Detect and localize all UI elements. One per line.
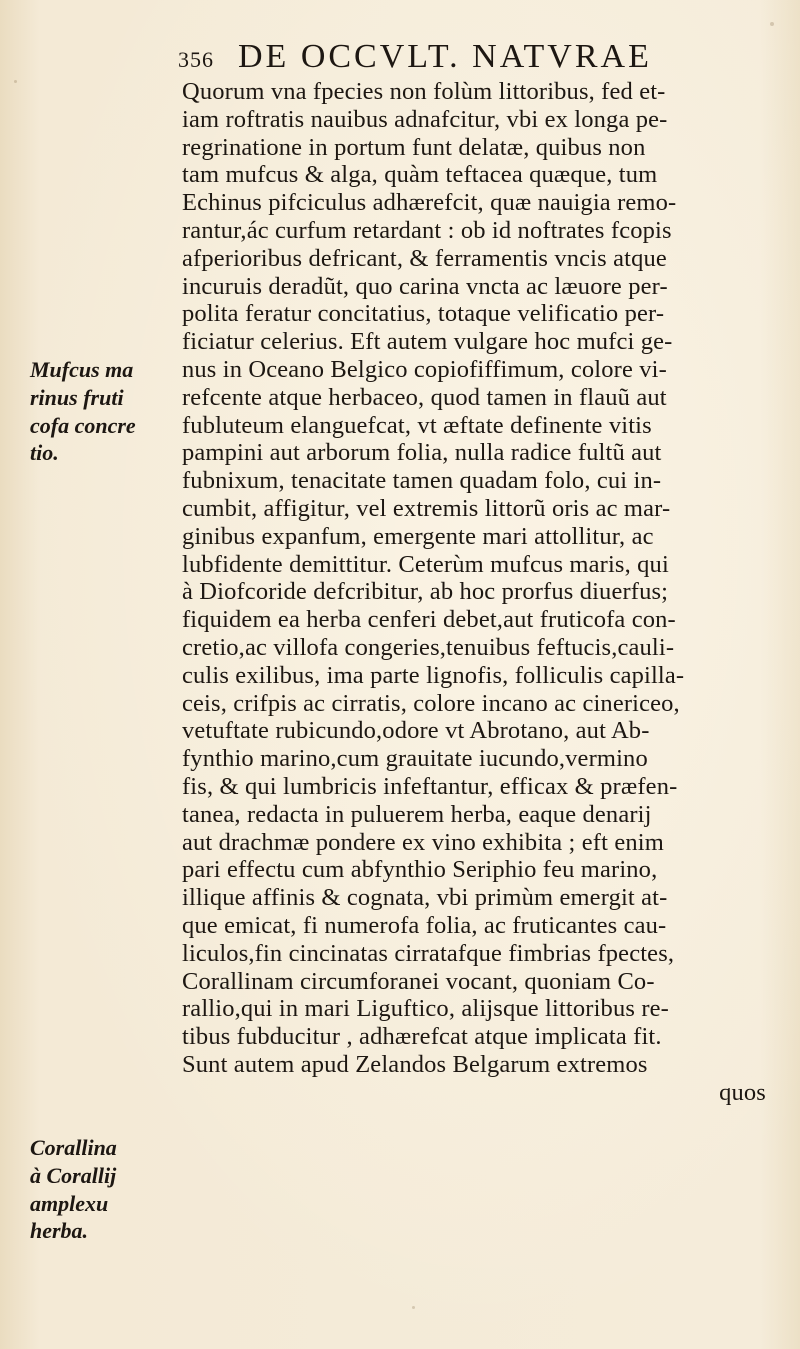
text-line: liculos,fin cincinatas cirratafque fimbrias fpectes, [182,939,675,967]
text-line: tibus fubducitur , adhærefcat atque implicata fit. [182,1023,662,1051]
text-line: cretio,ac villofa congeries,tenuibus feftucis,cauli- [182,633,675,661]
paper-speck [770,22,774,26]
marginal-note-line: Mufcus ma [30,357,134,382]
marginal-note-line: amplexu [30,1190,109,1216]
text-line: incuruis deradũt, quo carina vncta ac læuore per- [182,272,668,300]
marginal-note-line: tio. [30,440,59,466]
marginal-note-line: rinus fruti [30,384,124,410]
text-line: Corallinam circumforanei vocant, quoniam Co- [182,967,655,995]
text-line: Sunt autem apud Zelandos Belgarum extremos [182,1050,648,1078]
text-line: fynthio marino,cum grauitate iucundo,vermino [182,745,648,773]
text-line: ginibus expanfum, emergente mari attollitur, ac [182,522,654,550]
text-line: rallio,qui in mari Liguftico, alijsque littoribus re- [182,995,669,1023]
text-line: fubluteum elanguefcat, vt æftate definente vitis [182,411,652,439]
text-line: que emicat, fi numerofa folia, ac fruticantes cau- [182,911,667,939]
text-line: vetuftate rubicundo,odore vt Abrotano, aut Ab- [182,717,650,745]
text-line: aut drachmæ pondere ex vino exhibita ; eft enim [182,828,664,856]
text-line: ficiatur celerius. Eft autem vulgare hoc mufci ge- [182,328,673,356]
text-line: illique affinis & cognata, vbi primùm emergit at- [182,884,668,912]
text-line: cumbit, affigitur, vel extremis littorũ oris ac mar- [182,494,671,522]
paper-speck [248,46,251,49]
marginal-note-line: cofa concre [30,412,136,438]
text-line: tanea, redacta in puluerem herba, eaque denarij [182,800,652,828]
text-line: tam mufcus & alga, quàm teftacea quæque, tum [182,161,658,189]
text-line: ceis, crifpis ac cirratis, colore incano ac cinericeo, [182,689,680,717]
marginal-note-line: à Corallij [30,1162,117,1188]
text-line: polita feratur concitatius, totaque velificatio per- [182,300,665,328]
text-line: rantur,ác curfum retardant : ob id noftrates fcopis [182,216,672,244]
text-line: pampini aut arborum folia, nulla radice fultũ aut [182,439,662,467]
paper-speck [412,1306,415,1309]
text-line: refcente atque herbaceo, quod tamen in flauũ aut [182,383,667,411]
text-line: Echinus pifciculus adhærefcit, quæ nauigia remo- [182,189,677,217]
text-line: fubnixum, tenacitate tamen quadam folo, cui in- [182,467,662,495]
text-line: à Diofcoride defcribitur, ab hoc prorfus diuerfus; [182,578,669,606]
text-line: lubfidente demittitur. Ceterùm mufcus maris, qui [182,550,669,578]
running-title: DE OCCVLT. NATVRAE [238,38,652,75]
marginal-note-corallina [30,1134,180,1245]
text-line: fiquidem ea herba cenferi debet,aut fruticofa con- [182,606,676,634]
running-head [178,38,652,78]
text-line: fis, & qui lumbricis infeftantur, efficax & præfen- [182,772,678,800]
paper-speck [14,80,17,83]
marginal-note-muscus [30,356,180,467]
text-line: regrinatione in portum funt delatæ, quibus non [182,133,646,161]
text-line: Quorum vna fpecies non folùm littoribus, fed et- [182,78,666,105]
text-line: afperioribus defricant, & ferramentis vncis atque [182,244,667,272]
text-line: iam roftratis nauibus adnafcitur, vbi ex longa pe- [182,105,668,133]
text-line: pari effectu cum abfynthio Seriphio feu marino, [182,856,658,884]
marginal-note-line: Corallina [30,1135,117,1160]
page-number: 356 [178,47,214,72]
catchword: quos [719,1078,766,1106]
body-text [182,78,794,1106]
text-line: culis exilibus, ima parte lignofis, folliculis capilla- [182,661,685,689]
text-line: nus in Oceano Belgico copiofiffimum, colore vi- [182,355,667,383]
marginal-note-line: herba. [30,1218,89,1244]
